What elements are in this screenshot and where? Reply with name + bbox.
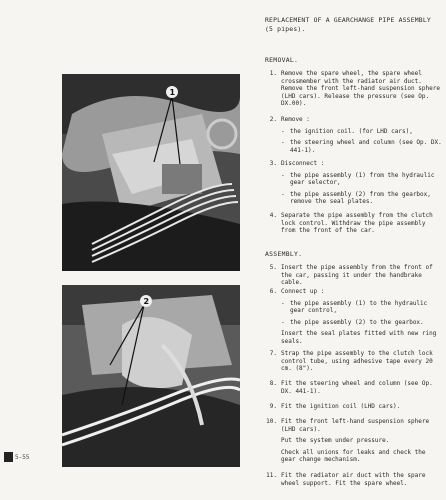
step-number: 3.: [269, 160, 277, 167]
step-text: Disconnect :: [281, 160, 325, 167]
step-note: Insert the seal plates fitted with new ring seals.: [281, 330, 437, 345]
step-subitem: - the pipe assembly (2) to the gearbox.: [281, 319, 443, 327]
step-subitem: - the pipe assembly (1) to the hydraulic gear control,: [281, 300, 443, 315]
step-subitem: - the pipe assembly (2) from the gearbox, remove the seal plates.: [281, 191, 443, 206]
step-subitem: - the steering wheel and column (see Op. DX. 441-1).: [281, 139, 443, 154]
step-text: Fit the steering wheel and column (see Op. DX. 441-1).: [281, 380, 433, 395]
step-text: Fit the ignition coil (LHD cars).: [281, 403, 401, 410]
step-number: 2.: [269, 116, 277, 123]
step-text: Strap the pipe assembly to the clutch lock control tube, using adhesive tape every 20 cm. (8").: [281, 350, 433, 373]
step-text: Connect up :: [281, 288, 325, 295]
step-number: 9.: [269, 403, 277, 410]
page-title: REPLACEMENT OF A GEARCHANGE PIPE ASSEMBLY (5 pipes).: [265, 16, 431, 33]
step-subitem: - the ignition coil. (for LHD cars),: [281, 128, 443, 136]
engine-bay-photo-2: [62, 285, 240, 467]
photo2-callout: 2: [143, 297, 150, 306]
step-text: Fit the radiator air duct with the spare wheel support.: [281, 472, 426, 487]
step-text: Insert the pipe assembly from the front of the car, passing it under the handbrake cable.: [281, 264, 433, 287]
page-number: 5-55: [15, 454, 30, 461]
step-number: 10.: [266, 418, 277, 425]
step-text: Fit the front left-hand suspension sphere (LHD cars).: [281, 418, 430, 433]
page-marker-block: [4, 452, 13, 462]
photo1-callout: 1: [169, 88, 176, 97]
assembly-heading: ASSEMBLY.: [265, 250, 303, 258]
step-number: 5.: [269, 264, 277, 271]
step-number: 11.: [266, 472, 277, 479]
removal-heading: REMOVAL.: [265, 56, 299, 64]
step-note: Check all unions for leaks and check the gear change mechanism.: [281, 448, 426, 464]
step-text: Remove :: [281, 116, 310, 123]
step-number: 8.: [269, 380, 277, 387]
step-number: 6.: [269, 288, 277, 295]
step-number: 4.: [269, 212, 277, 219]
step-subitem: - the pipe assembly (1) from the hydraulic gear selector,: [281, 172, 443, 187]
step-text: Separate the pipe assembly from the clutch lock control. Withdraw the pipe assembly from the front of the car.: [281, 212, 433, 235]
step-number: 1.: [269, 70, 277, 77]
step-note: Fit the spare wheel.: [335, 479, 408, 487]
step-number: 7.: [269, 350, 277, 357]
step-note: Put the system under pressure.: [281, 437, 390, 445]
engine-bay-photo-1: [62, 74, 240, 271]
step-text: Remove the spare wheel, the spare wheel crossmember with the radiator air duct. Remove the front left-hand suspension sphere (LHD cars). Release the pressure (see Op. DX.00).: [281, 70, 440, 108]
